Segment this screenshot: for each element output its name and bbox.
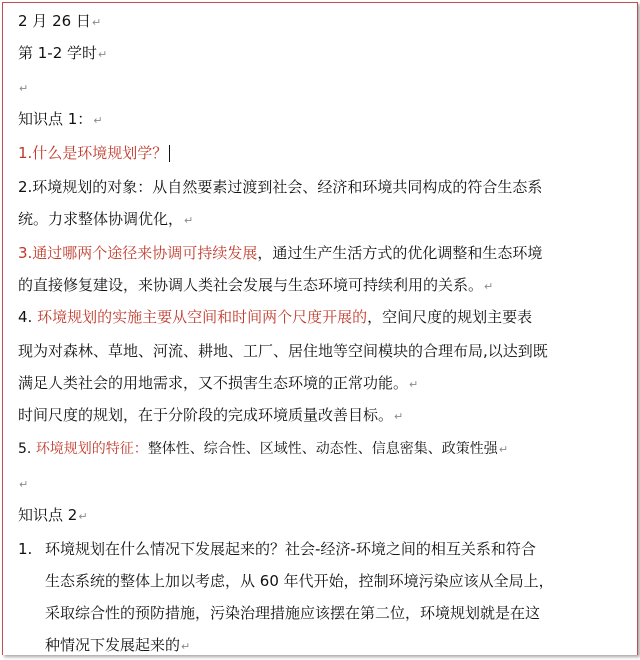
paragraph-mark-icon: ↵ [184,214,194,227]
item3-line2 [18,269,493,301]
item2-text: 统。力求整体协调优化， [18,210,184,228]
s2-item1-line4 [45,629,190,655]
paragraph-mark-icon: ↵ [498,443,509,456]
paragraph-mark-icon: ↵ [91,16,102,29]
s2-item1-line2 [45,565,554,597]
s2-item1-text: 环境规划在什么情况下发展起来的？社会-经济-环境之间的相互关系和符合 [45,540,536,558]
s2-item1-number: 1. [18,540,33,558]
date-text: 2 月 26 日 [18,12,91,30]
item4-line1 [18,301,532,333]
paragraph-mark-icon: ↵ [181,640,191,653]
s2-item1-text: 采取综合性的预防措施，污染治理措施应该摆在第二位，环境规划就是在这 [45,604,541,622]
item4-text: 现为对森林、草地、河流、耕地、工厂、居住地等空间模块的合理布局,以达到既 [18,342,548,360]
item4-text: ，空间尺度的规划主要表 [367,308,533,326]
item5-prefix: 5. [18,441,36,457]
item2-line1 [18,171,542,203]
paragraph-mark-icon: ↵ [19,478,29,491]
paragraph-mark-icon: ↵ [394,410,404,423]
s2-item1-line3 [45,597,540,629]
item2-text: 2.环境规划的对象：从自然要素过渡到社会、经济和环境共同构成的符合生态系 [18,178,543,196]
item2-line2 [18,203,193,235]
item3-text: ，通过生产生活方式的优化调整和生态环境 [257,244,543,262]
item1-line [18,137,170,169]
paragraph-mark-icon: ↵ [98,48,108,61]
document-page[interactable] [2,2,638,655]
section1-heading-text: 知识点 1： [18,110,93,128]
item3-highlight: 3.通过哪两个途径来协调可持续发展 [18,244,258,262]
item5-highlight: 环境规划的特征： [35,441,148,457]
s2-item1-text: 种情况下发展起来的 [45,636,181,654]
period-text: 第 1-2 学时 [18,44,98,62]
item5-line [18,433,508,465]
paragraph-mark-icon: ↵ [409,378,419,391]
paragraph-mark-icon: ↵ [19,82,29,95]
empty-line [18,71,28,103]
paragraph-mark-icon: ↵ [78,510,88,523]
section2-heading-text: 知识点 2 [18,506,78,524]
paragraph-mark-icon: ↵ [484,280,494,293]
paragraph-mark-icon: ↵ [93,114,103,127]
item4-text: 满足人类社会的用地需求，又不损害生态环境的正常功能。 [18,374,409,392]
item1-question: 1.什么是环境规划学？ [18,144,168,162]
item4-line4 [18,399,403,431]
item4-highlight: 环境规划的实施主要从空间和时间两个尺度开展的 [37,308,368,326]
section1-heading [18,103,103,135]
section2-heading [18,499,88,531]
item4-text: 时间尺度的规划，在于分阶段的完成环境质量改善目标。 [18,406,394,424]
item4-line3 [18,367,418,399]
s2-item1-line1 [18,533,32,565]
item3-text: 的直接修复建设，来协调人类社会发展与生态环境可持续利用的关系。 [18,276,484,294]
period-line [18,37,107,69]
s2-item1-text: 生态系统的整体上加以考虑，从 60 年代开始，控制环境污染应该从全局上， [45,572,554,590]
date-line [18,5,101,37]
item4-prefix: 4. [18,308,38,326]
empty-line [18,467,28,499]
item5-text: 整体性、综合性、区域性、动态性、信息密集、政策性强 [147,441,498,457]
item4-line2 [18,335,548,367]
s2-item1-line1-text [45,533,536,565]
item3-line1 [18,237,542,269]
text-cursor [169,145,170,162]
